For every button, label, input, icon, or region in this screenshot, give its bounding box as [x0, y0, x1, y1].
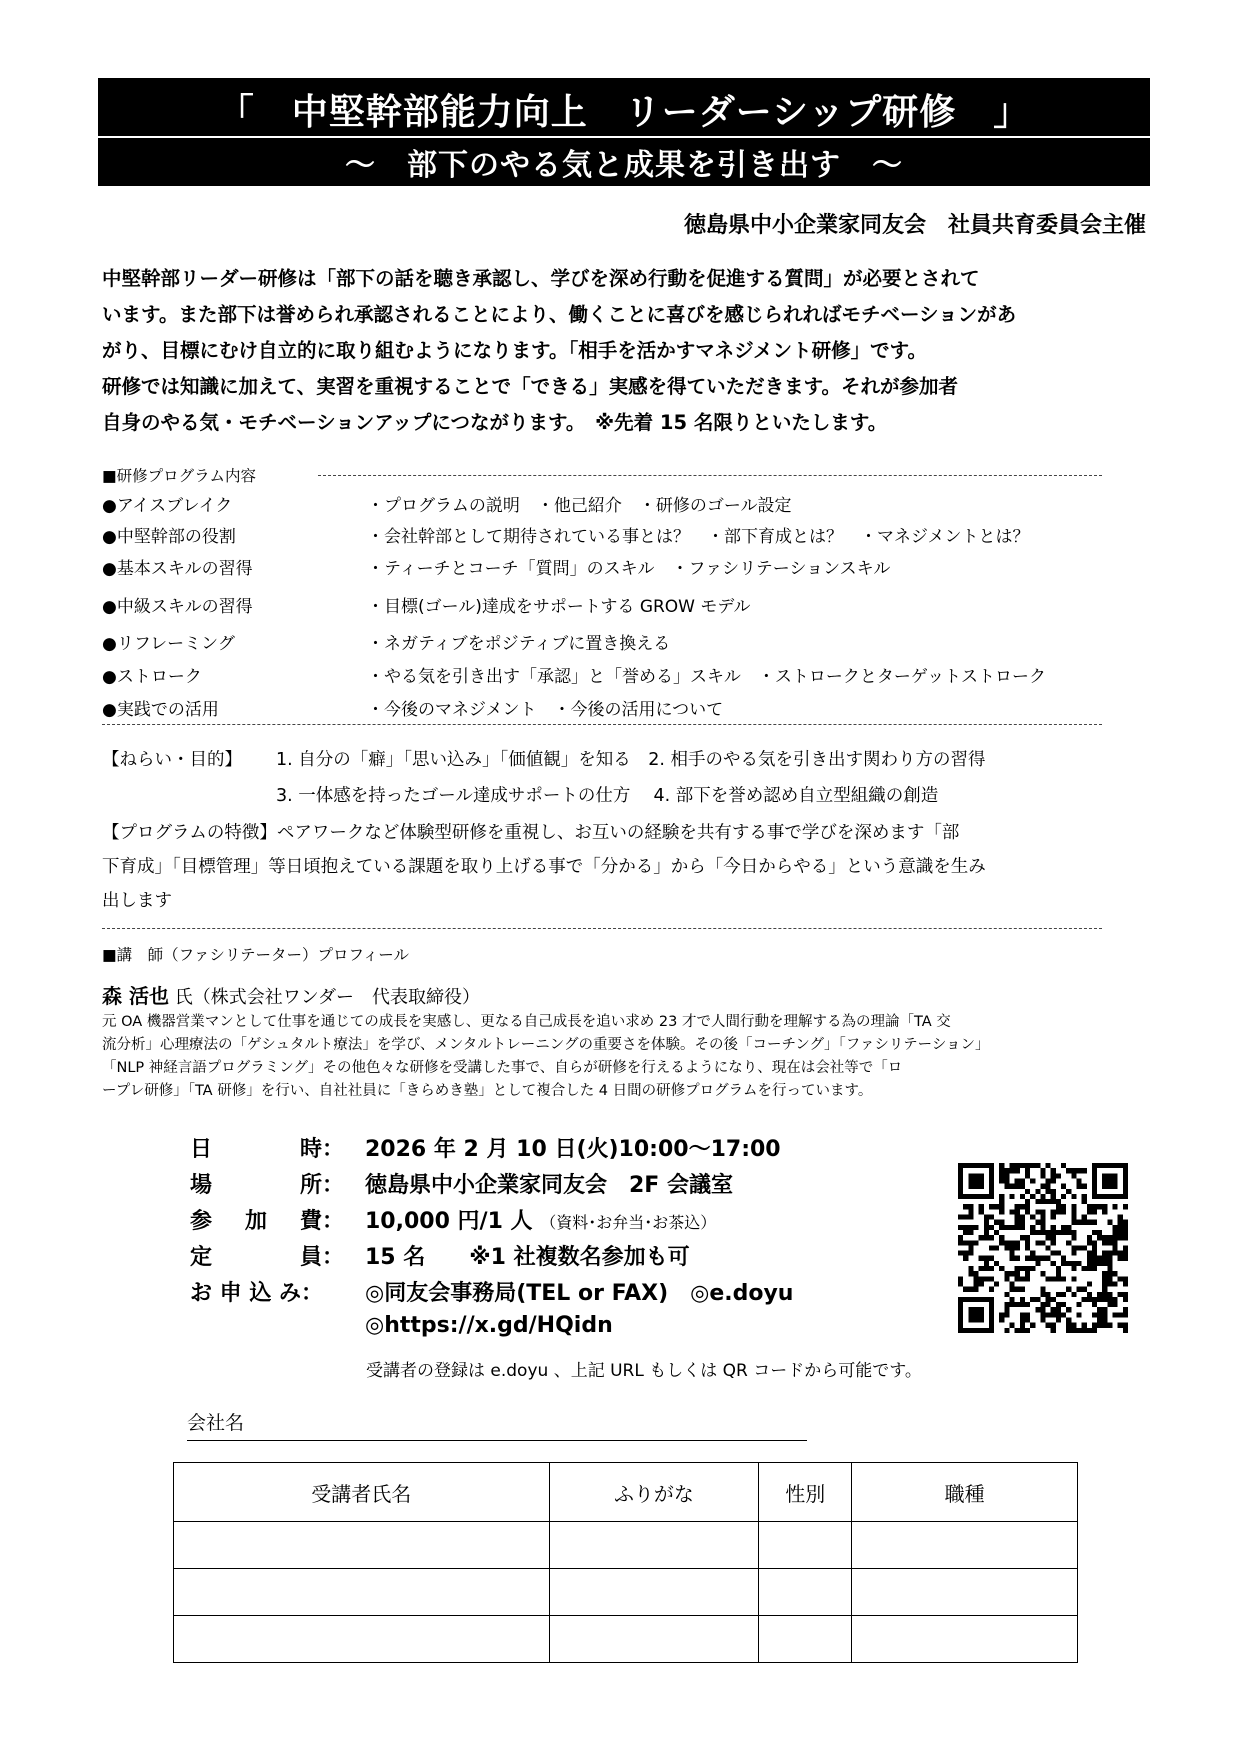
- program-item-name: ●アイスブレイク: [102, 496, 233, 516]
- program-heading-rule: [318, 475, 1102, 476]
- features-line: 出します: [102, 891, 172, 911]
- table-header-row: [174, 1463, 1078, 1522]
- capacity-value: 15 名 ※1 社複数名参加も可: [365, 1245, 690, 1270]
- label-char: 定: [190, 1245, 213, 1270]
- company-name-field[interactable]: [187, 1440, 807, 1441]
- program-item-desc: ・今後のマネジメント ・今後の活用について: [367, 700, 724, 720]
- column-header-name: 受講者氏名: [174, 1463, 550, 1522]
- date-value: 2026 年 2 月 10 日(火)10:00〜17:00: [365, 1137, 781, 1162]
- name-cell[interactable]: [174, 1522, 550, 1569]
- apply-value[interactable]: ◎同友会事務局(TEL or FAX) ◎e.doyu: [365, 1281, 794, 1306]
- table-row: [174, 1522, 1078, 1569]
- label-char: 費：: [300, 1209, 345, 1234]
- label-char: 加: [245, 1209, 268, 1234]
- company-name-label: 会社名: [187, 1412, 245, 1434]
- apply-url[interactable]: ◎https://x.gd/HQidn: [365, 1313, 613, 1338]
- intro-line: 自身のやる気・モチベーションアップにつながります。 ※先着 15 名限りといたします。: [102, 411, 888, 434]
- title-divider: [98, 136, 1150, 138]
- program-item-desc: ・プログラムの説明 ・他己紹介 ・研修のゴール設定: [367, 496, 792, 516]
- features-line: 下育成」「目標管理」等日頃抱えている課題を取り上げる事で「分かる」から「今日からやる」という意識を生み: [102, 857, 986, 877]
- program-item-desc: ・やる気を引き出す「承認」と「誉める」スキル ・ストロークとターゲットストローク: [367, 667, 1046, 687]
- section-rule: [102, 928, 1102, 929]
- features-line: 【プログラムの特徴】ペアワークなど体験型研修を重視し、お互いの経験を共有する事で学びを深めます「部: [102, 823, 960, 843]
- bio-line: 「NLP 神経言語プログラミング」その他色々な研修を受講した事で、自らが研修を行えるようになり、現在は会社等で「ロ: [102, 1060, 903, 1076]
- page-title: 「 中堅幹部能力向上 リーダーシップ研修 」: [217, 92, 1031, 133]
- job-cell[interactable]: [852, 1616, 1078, 1663]
- fee-value: [365, 1204, 716, 1235]
- bio-line: ープレ研修」「TA 研修」を行い、自社社員に「きらめき塾」として複合した 4 日間の研修プログラムを行っています。: [102, 1083, 873, 1099]
- qr-finder-top-left: [958, 1163, 994, 1199]
- qr-finder-top-right: [1092, 1163, 1128, 1199]
- program-item-name: ●リフレーミング: [102, 634, 235, 654]
- furigana-cell[interactable]: [549, 1616, 759, 1663]
- label-char: 時：: [300, 1137, 345, 1162]
- name-cell[interactable]: [174, 1569, 550, 1616]
- program-item-name: ●中級スキルの習得: [102, 597, 253, 617]
- label-char: 所：: [300, 1173, 345, 1198]
- instructor-bio: [102, 1011, 1152, 1103]
- instructor-heading: ■講 師（ファシリテーター）プロフィール: [102, 946, 409, 964]
- program-item-name: ●基本スキルの習得: [102, 559, 253, 579]
- aims-label: 【ねらい・目的】: [102, 750, 242, 770]
- intro-line: 研修では知識に加えて、実習を重視することで「できる」実感を得ていただきます。それが参加者: [102, 375, 959, 398]
- instructor-title: 氏（株式会社ワンダー 代表取締役）: [174, 987, 480, 1008]
- program-item-desc: ・目標(ゴール)達成をサポートする GROW モデル: [367, 597, 751, 617]
- qr-finder-bottom-left: [958, 1297, 994, 1333]
- registration-note: 受講者の登録は e.doyu 、上記 URL もしくは QR コードから可能です。: [366, 1361, 922, 1381]
- table-row: [174, 1569, 1078, 1616]
- column-header-job: 職種: [852, 1463, 1078, 1522]
- intro-line: 中堅幹部リーダー研修は「部下の話を聴き承認し、学びを深め行動を促進する質問」が必要とされて: [102, 267, 980, 290]
- program-item-name: ●中堅幹部の役割: [102, 527, 236, 547]
- furigana-cell[interactable]: [549, 1522, 759, 1569]
- instructor-name-line: [102, 980, 480, 1009]
- organizer: 徳島県中小企業家同友会 社員共育委員会主催: [683, 213, 1146, 238]
- intro-paragraph: [102, 261, 1162, 441]
- bio-line: 流分析」心理療法の「ゲシュタルト療法」を学び、メンタルトレーニングの重要さを体験。その後「コーチング」「ファシリテーション」: [102, 1037, 990, 1053]
- instructor-name: 森 活也: [102, 984, 169, 1008]
- aims-line: 3. 一体感を持ったゴール達成サポートの仕方 4. 部下を誉め認め自立型組織の創造: [276, 786, 939, 806]
- label-char: 場: [190, 1173, 213, 1198]
- fee-note: （資料･お弁当･お茶込）: [540, 1213, 717, 1232]
- gender-cell[interactable]: [759, 1616, 852, 1663]
- aims-line: 1. 自分の「癖」「思い込み」「価値観」を知る 2. 相手のやる気を引き出す関わり方の習得: [276, 750, 986, 770]
- features-paragraph: [102, 816, 1152, 918]
- title-banner: [98, 78, 1150, 186]
- label-char: 日: [190, 1137, 213, 1162]
- bio-line: 元 OA 機器営業マンとして仕事を通じての成長を実感し、更なる自己成長を追い求め 23 才で人間行動を理解する為の理論「TA 交: [102, 1014, 951, 1030]
- registration-table: [173, 1462, 1078, 1663]
- column-header-gender: 性別: [759, 1463, 852, 1522]
- intro-line: います。また部下は誉められ承認されることにより、働くことに喜びを感じられればモチベーションがあ: [102, 303, 1017, 326]
- furigana-cell[interactable]: [549, 1569, 759, 1616]
- qr-code[interactable]: [958, 1163, 1128, 1333]
- fee-amount: 10,000 円/1 人: [365, 1209, 533, 1234]
- job-cell[interactable]: [852, 1569, 1078, 1616]
- program-item-desc: ・ネガティブをポジティブに置き換える: [367, 634, 671, 654]
- info-label: お 申 込 み：: [190, 1281, 323, 1306]
- program-heading: ■研修プログラム内容: [102, 467, 256, 485]
- program-item-name: ●ストローク: [102, 667, 202, 687]
- program-item-name: ●実践での活用: [102, 700, 219, 720]
- section-rule: [102, 724, 1102, 725]
- label-char: 員：: [300, 1245, 345, 1270]
- job-cell[interactable]: [852, 1522, 1078, 1569]
- place-value: 徳島県中小企業家同友会 2F 会議室: [365, 1173, 733, 1198]
- label-char: 参: [190, 1209, 213, 1234]
- column-header-furigana: ふりがな: [549, 1463, 759, 1522]
- program-item-desc: ・ティーチとコーチ「質問」のスキル ・ファシリテーションスキル: [367, 559, 891, 579]
- table-row: [174, 1616, 1078, 1663]
- program-item-desc: ・会社幹部として期待されている事とは？ ・部下育成とは？ ・マネジメントとは？: [367, 527, 1030, 547]
- page-subtitle: 〜 部下のやる気と成果を引き出す 〜: [345, 148, 903, 183]
- intro-line: がり、目標にむけ自立的に取り組むようになります。「相手を活かすマネジメント研修」です。: [102, 339, 928, 362]
- gender-cell[interactable]: [759, 1569, 852, 1616]
- gender-cell[interactable]: [759, 1522, 852, 1569]
- name-cell[interactable]: [174, 1616, 550, 1663]
